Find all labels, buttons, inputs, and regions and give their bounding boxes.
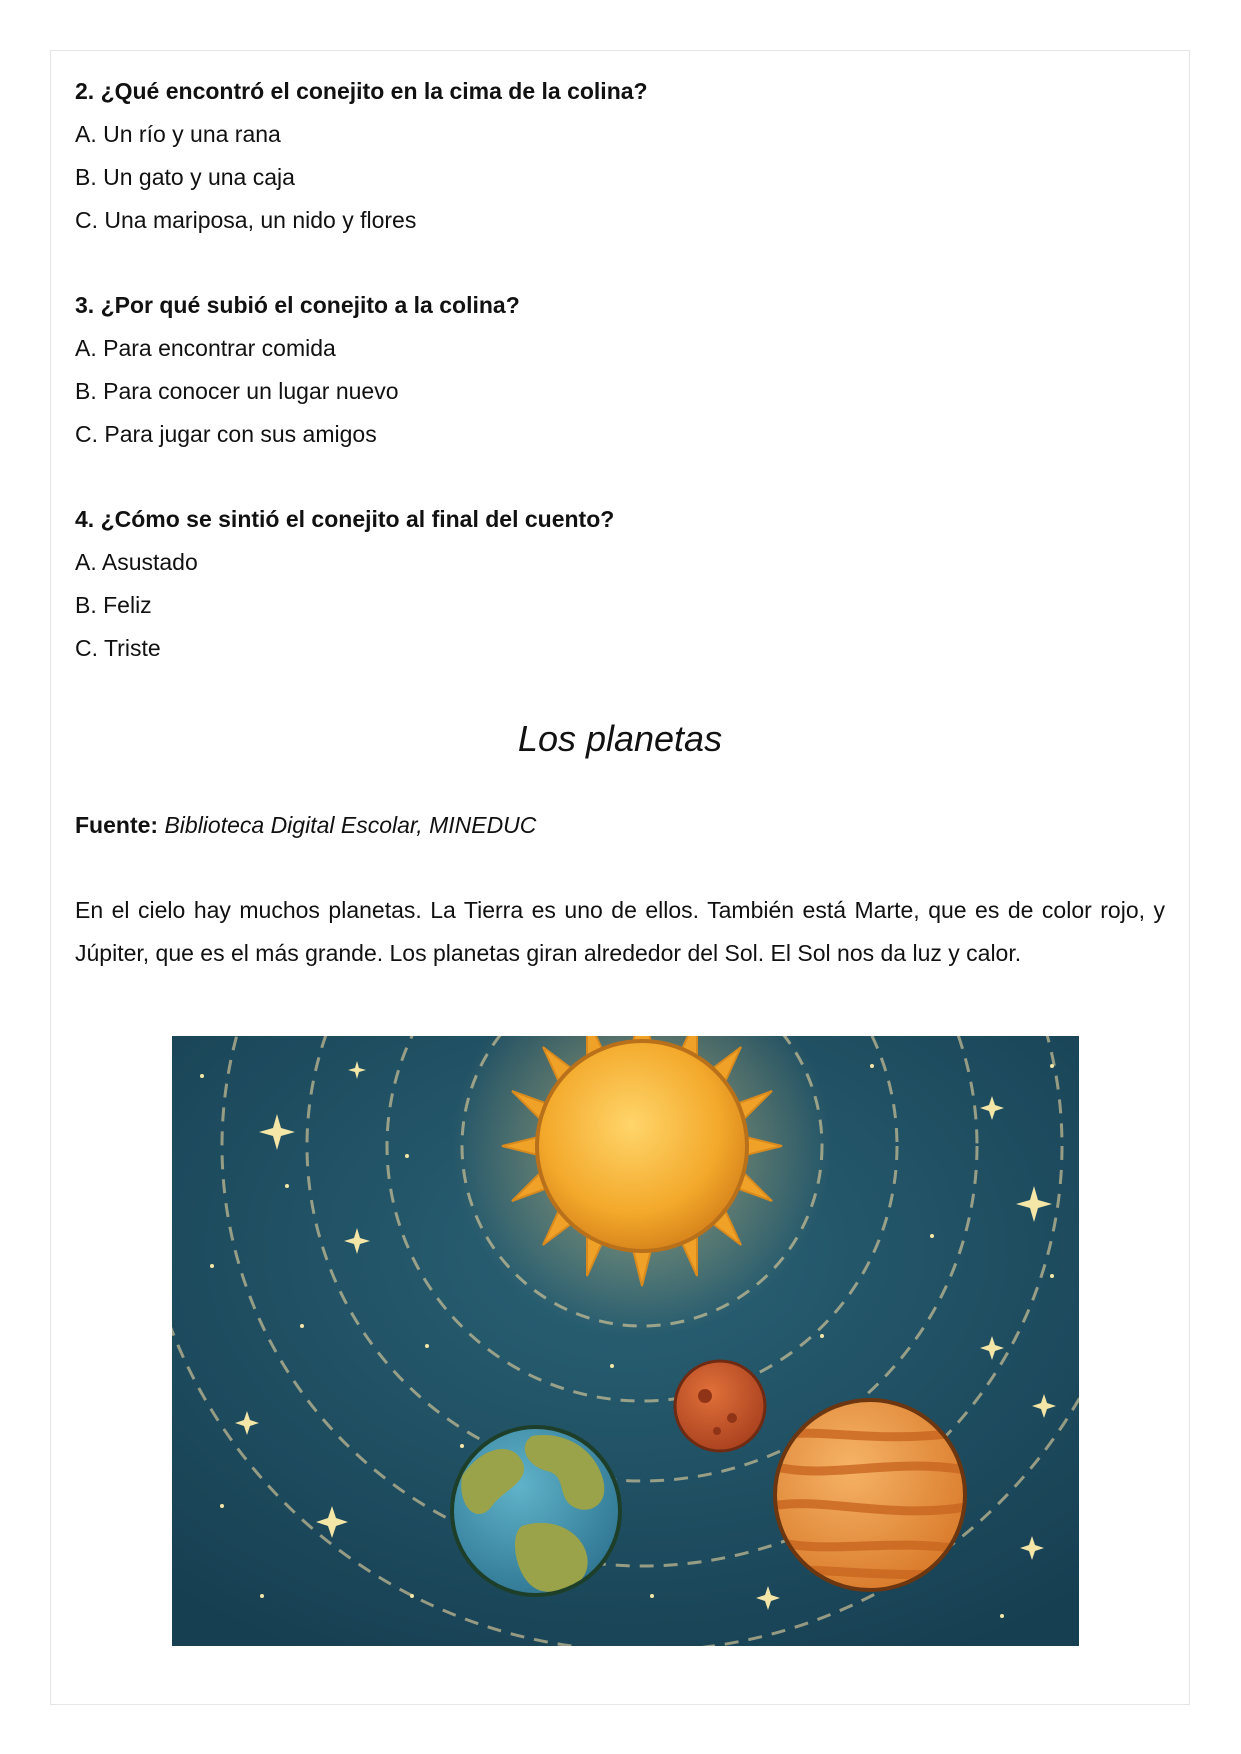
source-label: Fuente: (75, 812, 159, 838)
mars (675, 1361, 765, 1451)
solar-system-illustration (172, 1036, 1079, 1646)
question-3 (75, 284, 1165, 456)
answer-option-b: B. Feliz (75, 592, 152, 618)
question-2 (75, 70, 1165, 242)
question-title: 3. ¿Por qué subió el conejito a la colina? (75, 292, 520, 318)
question-title: 2. ¿Qué encontró el conejito en la cima de la colina? (75, 78, 648, 104)
answer-option-b: B. Un gato y una caja (75, 164, 295, 190)
answer-option-c: C. Para jugar con sus amigos (75, 421, 377, 447)
answer-option-a: A. Asustado (75, 549, 198, 575)
source-value: Biblioteca Digital Escolar, MINEDUC (164, 812, 537, 838)
answer-option-c: C. Una mariposa, un nido y flores (75, 207, 417, 233)
answer-option-a: A. Para encontrar comida (75, 335, 336, 361)
story-title: Los planetas (517, 718, 723, 759)
answer-option-c: C. Triste (75, 635, 161, 661)
earth (452, 1427, 620, 1595)
document-content (75, 70, 1165, 975)
answer-option-b: B. Para conocer un lugar nuevo (75, 378, 399, 404)
story-body: En el cielo hay muchos planetas. La Tierra es uno de ellos. También está Marte, que es de color rojo, y Júpiter, que es el más grande. Los planetas giran alrededor del Sol. El Sol nos da luz y calor. (75, 897, 1165, 966)
answer-option-a: A. Un río y una rana (75, 121, 281, 147)
question-title: 4. ¿Cómo se sintió el conejito al final del cuento? (75, 506, 615, 532)
source-line (75, 804, 1165, 847)
question-4 (75, 498, 1165, 670)
